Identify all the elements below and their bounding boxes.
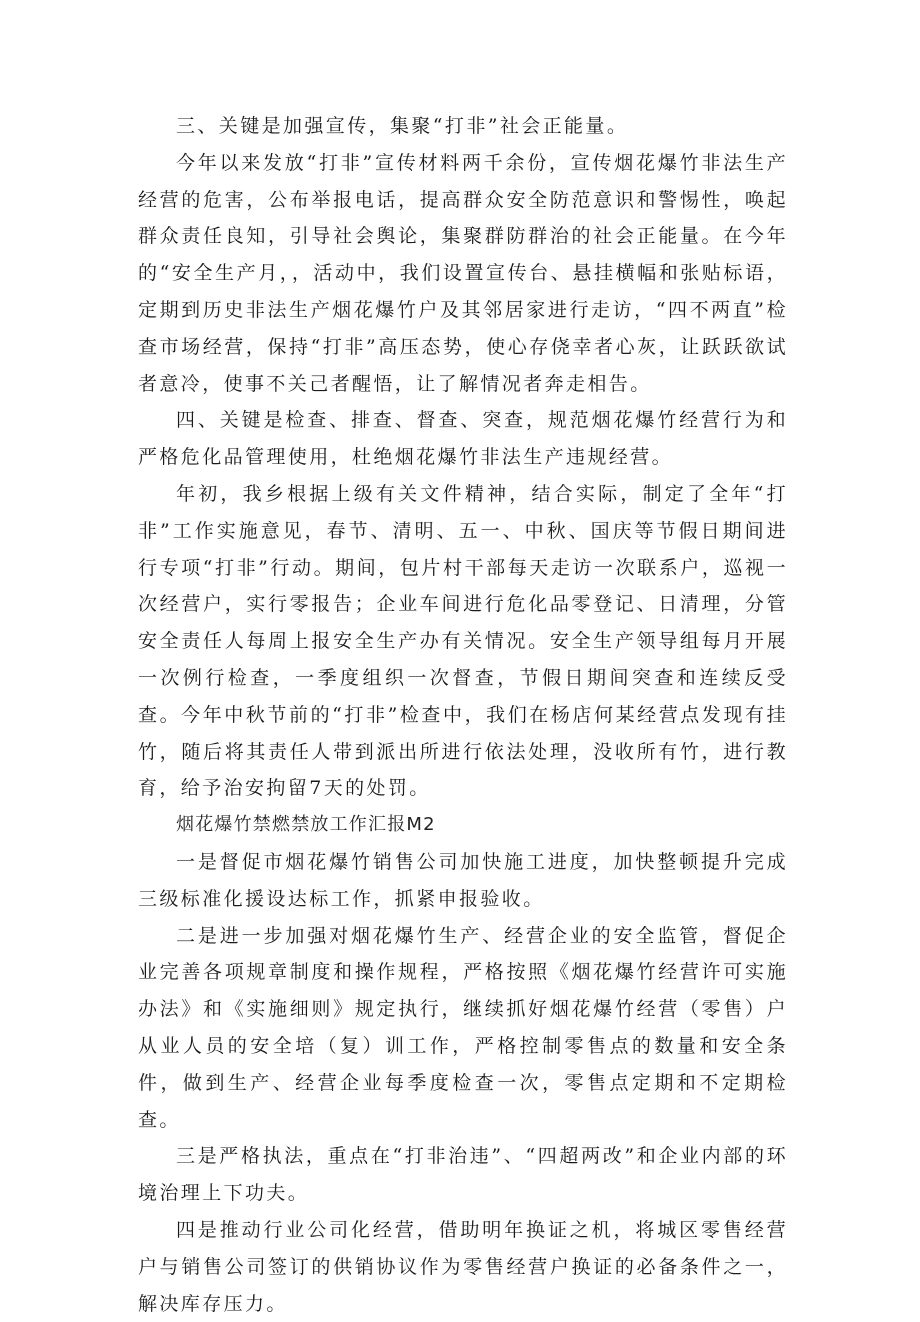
body-paragraph: 一是督促市烟花爆竹销售公司加快施工进度，加快整顿提升完成三级标准化援设达标工作，抓紧申报验收。: [138, 850, 788, 910]
document-body: [138, 108, 788, 1322]
section-heading-four: 四、关键是检查、排查、督查、突查，规范烟花爆竹经营行为和严格危化品管理使用，杜绝烟花爆竹非法生产违规经营。: [138, 409, 788, 469]
body-paragraph: 四是推动行业公司化经营，借助明年换证之机，将城区零售经营户与销售公司签订的供销协议作为零售经营户换证的必备条件之一，解决库存压力。: [138, 1218, 788, 1315]
report-title: 烟花爆竹禁燃禁放工作汇报M2: [176, 814, 436, 836]
body-paragraph: 三是严格执法，重点在“打非治违”、“四超两改”和企业内部的环境治理上下功夫。: [138, 1145, 788, 1205]
body-paragraph: 年初，我乡根据上级有关文件精神，结合实际，制定了全年“打非”工作实施意见，春节、清明、五一、中秋、国庆等节假日期间进行专项“打非”行动。期间，包片村干部每天走访一次联系户，巡视一次经营户，实行零报告；企业车间进行危化品零登记、日清理，分管安全责任人每周上报安全生产办有关情况。安全生产领导组每月开展一次例行检查，一季度组织一次督查，节假日期间突查和连续反受查。今年中秋节前的“打非”检查中，我们在杨店何某经营点发现有挂竹，随后将其责任人带到派出所进行依法处理，没收所有竹，进行教育，给予治安拘留7天的处罚。: [138, 482, 788, 800]
section-heading-three: 三、关键是加强宣传，集聚“打非”社会正能量。: [176, 115, 629, 137]
body-paragraph: 今年以来发放“打非”宣传材料两千余份，宣传烟花爆竹非法生产经营的危害，公布举报电话，提高群众安全防范意识和警惕性，唤起群众责任良知，引导社会舆论，集聚群防群治的社会正能量。在今年的“安全生产月，，活动中，我们设置宣传台、悬挂横幅和张贴标语，定期到历史非法生产烟花爆竹户及其邻居家进行走访，“四不两直”检查市场经营，保持“打非”高压态势，使心存侥幸者心灰，让跃跃欲试者意冷，使事不关己者醒悟，让了解情况者奔走相告。: [138, 151, 788, 395]
body-paragraph: 二是进一步加强对烟花爆竹生产、经营企业的安全监管，督促企业完善各项规章制度和操作规程，严格按照《烟花爆竹经营许可实施办法》和《实施细则》规定执行，继续抓好烟花爆竹经营（零售）户从业人员的安全培（复）训工作，严格控制零售点的数量和安全条件，做到生产、经营企业每季度检查一次，零售点定期和不定期检查。: [138, 924, 788, 1131]
